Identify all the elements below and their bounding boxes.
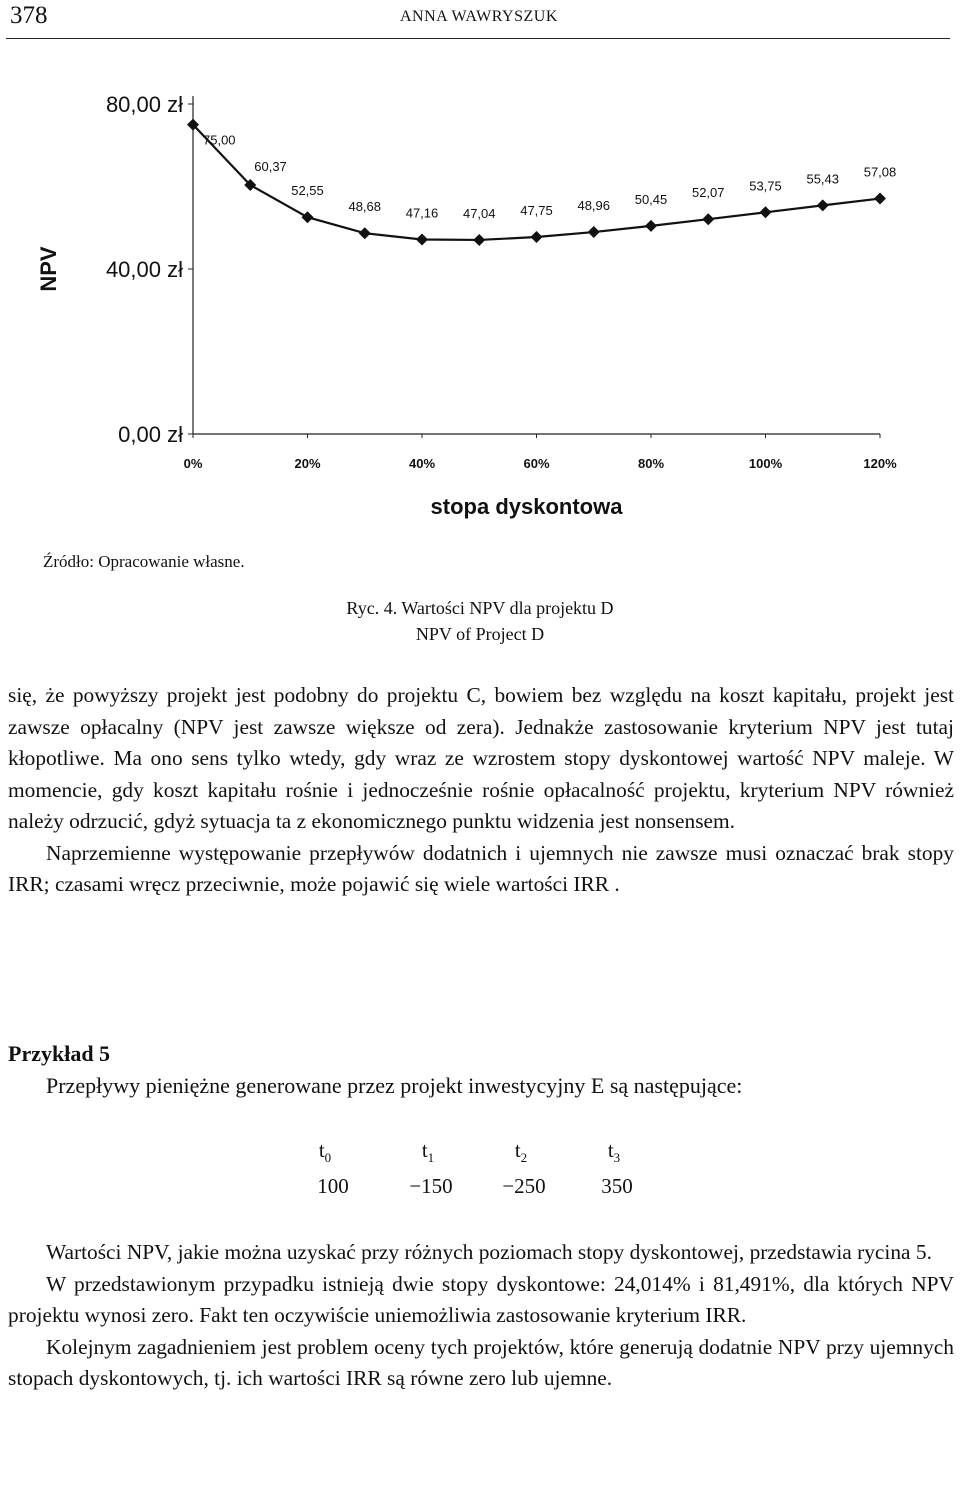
cash-flow-value: −250	[502, 1174, 546, 1198]
data-label: 48,68	[348, 199, 382, 215]
page-header	[10, 2, 950, 38]
period-label: $t_0$	[318, 1138, 332, 1166]
period-label: $t_3$	[607, 1138, 621, 1166]
data-point-marker	[302, 211, 314, 223]
page-number: 378	[10, 2, 48, 29]
cash-flow-value: −150	[409, 1174, 453, 1198]
paragraph: się, że powyższy projekt jest podobny do projektu C, bowiem bez względu na koszt kapitału, projekt jest zawsze opłacalny (NPV jest zawsze większe od zera). Jednakże zastosowanie kryterium NPV jest tutaj kłopotliwe. Ma ono sens tylko wtedy, gdy wraz ze wzrostem stopy dyskontowej wartość NPV maleje. W momencie, gdy koszt kapitału rośnie i jednocześnie rośnie opłacalność projektu, kryterium NPV również należy odrzucić, gdyż sytuacja ta z ekonomicznego punktu widzenia jest nonsensem.	[8, 683, 954, 833]
data-point-marker	[645, 220, 657, 232]
data-point-marker	[874, 193, 886, 205]
data-point-marker	[817, 199, 829, 211]
period-label: $t_2$	[514, 1138, 528, 1166]
x-tick-label: 120%	[863, 456, 897, 471]
text-block-top	[8, 680, 954, 901]
period-label: $t_1$	[421, 1138, 435, 1166]
figure-caption: Ryc. 4. Wartości NPV dla projektu D	[346, 598, 614, 618]
x-tick-label: 60%	[523, 456, 550, 471]
text-block-bottom	[8, 1237, 954, 1395]
data-label: 75,00	[203, 132, 236, 148]
example-heading: Przykład 5	[8, 1041, 111, 1066]
npv-chart	[0, 60, 960, 530]
paragraph: Wartości NPV, jakie można uzyskać przy różnych poziomach stopy dyskontowej, przedstawia rycina 5.	[46, 1240, 932, 1264]
y-tick-label: 40,00 zł	[105, 257, 183, 282]
data-point-marker	[359, 227, 371, 239]
paragraph: Naprzemienne występowanie przepływów dodatnich i ujemnych nie zawsze musi oznaczać brak stopy IRR; czasami wręcz przeciwnie, może pojawić się wiele wartości IRR .	[8, 840, 954, 896]
cash-flow-value: 100	[317, 1174, 349, 1198]
data-label: 48,96	[577, 198, 611, 214]
y-tick-label: 0,00 zł	[118, 422, 183, 447]
data-point-marker	[588, 226, 600, 238]
y-tick-label: 80,00 zł	[105, 92, 183, 117]
data-label: 47,75	[520, 203, 553, 219]
figure-source: Źródło: Opracowanie własne.	[43, 552, 245, 571]
example-intro: Przepływy pieniężne generowane przez projekt inwestycyjny E są następujące:	[46, 1073, 743, 1098]
data-point-marker	[702, 213, 714, 225]
x-tick-label: 80%	[637, 456, 665, 471]
cash-flow-table	[290, 1138, 670, 1208]
x-tick-label: 100%	[748, 456, 783, 471]
npv-chart-svg	[0, 60, 960, 530]
data-point-marker	[760, 206, 772, 218]
cash-flow-value: 350	[601, 1174, 633, 1198]
data-label: 52,55	[291, 183, 324, 199]
header-rule	[6, 38, 950, 39]
paragraph: Kolejnym zagadnieniem jest problem oceny tych projektów, które generują dodatnie NPV przy ujemnych stopach dyskontowych, tj. ich wartości IRR są równe zero lub ujemne.	[8, 1334, 954, 1390]
x-tick-label: 40%	[408, 456, 436, 471]
data-label: 55,43	[806, 171, 840, 187]
data-point-marker	[473, 234, 485, 246]
data-label: 47,04	[462, 205, 496, 221]
data-label: 52,07	[691, 185, 725, 201]
data-label: 50,45	[634, 191, 668, 207]
data-label: 60,37	[254, 158, 287, 174]
x-axis-label: stopa dyskontowa	[430, 494, 623, 519]
data-point-marker	[416, 233, 428, 245]
data-label: 53,75	[749, 178, 782, 194]
data-label: 47,16	[405, 205, 439, 221]
running-head: ANNA WAWRYSZUK	[400, 8, 558, 25]
paragraph: W przedstawionym przypadku istnieją dwie stopy dyskontowe: 24,014% i 81,491%, dla których NPV projektu wynosi zero. Fakt ten oczywiście uniemożliwia zastosowanie kryterium IRR.	[8, 1271, 954, 1327]
data-label: 57,08	[863, 164, 897, 180]
x-tick-label: 0%	[183, 456, 203, 471]
y-axis-label: NPV	[36, 246, 61, 292]
x-tick-label: 20%	[294, 456, 321, 471]
figure-caption-english: NPV of Project D	[415, 624, 545, 644]
data-point-marker	[531, 231, 543, 243]
